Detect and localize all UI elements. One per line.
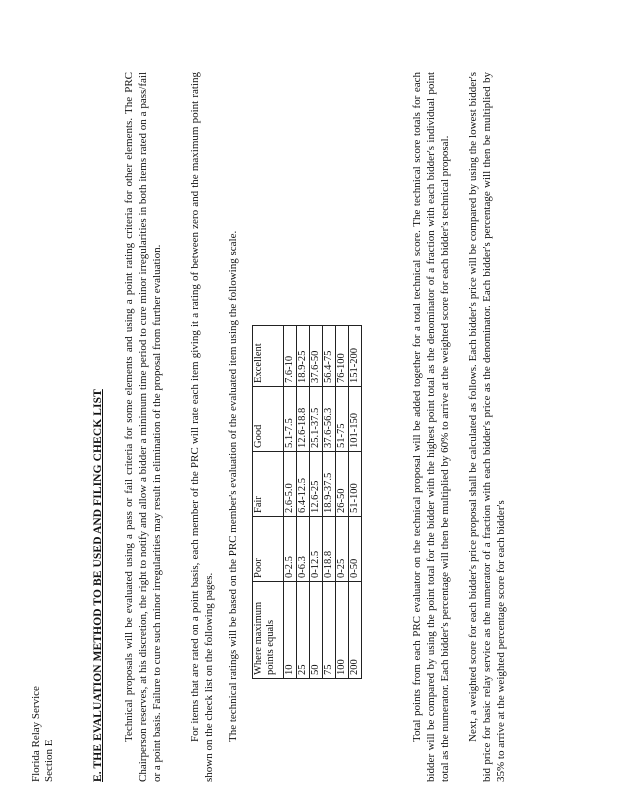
- column-header-poor: Poor: [253, 517, 284, 582]
- table-row: [297, 326, 310, 679]
- paragraph-point-basis: [188, 72, 216, 782]
- table-cell: 0-18.8: [323, 517, 336, 582]
- table-header-row: [253, 326, 284, 679]
- table-cell: 51-75: [336, 387, 349, 452]
- table-cell: 0-2.5: [284, 517, 297, 582]
- table-cell: 25: [297, 582, 310, 679]
- paragraph-text: Total points from each PRC evaluator on the technical proposal will be added together for a total technical score. The technical score totals for each bidder will be compared by using the point total for the bidder with the highest point total as the denominator of a fraction with each bidder's individual point total as the numerator. Each bidder's percentage will then be multiplied by 60% to arrive at the weighted score for each bidder's technical proposal.: [411, 72, 451, 782]
- table-cell: 76-100: [336, 326, 349, 387]
- table-cell: 50: [310, 582, 323, 679]
- header-service-name: Florida Relay Service: [30, 686, 42, 782]
- table-cell: 0-12.5: [310, 517, 323, 582]
- paragraph-text: Technical proposals will be evaluated using a pass or fail criteria for some elements and using a point rating criteria for other elements. The PRC Chairperson reserves, at his discretion, the right to notify and allow a bidder a minimum time period to cure minor irregularities in both items rated on a pass/fail or a point basis. Failure to cure such minor irregularities may result in elimination of the proposal from further evaluation.: [123, 72, 163, 782]
- header-section-label: Section E: [43, 739, 55, 782]
- table-row: [336, 326, 349, 679]
- column-header-good: Good: [253, 387, 284, 452]
- table-row: [310, 326, 323, 679]
- table-cell: 25.1-37.5: [310, 387, 323, 452]
- table-row: [323, 326, 336, 679]
- table-cell: 151-200: [349, 326, 362, 387]
- column-header-fair: Fair: [253, 452, 284, 517]
- table-cell: 51-100: [349, 452, 362, 517]
- table-cell: 101-150: [349, 387, 362, 452]
- paragraph-text: Next, a weighted score for each bidder's price proposal shall be calculated as follows. Each bidder's price will be compared by using the lowest bidder's bid price for basic relay service as the numerator of a fraction with each bidder's price as the denominator. Each bidder's percentage will then be multiplied by 35% to arrive at the weighted percentage score for each bidder's: [467, 72, 507, 782]
- table-cell: 37.6-50: [310, 326, 323, 387]
- column-header-max-points: Where maximum points equals: [253, 582, 284, 679]
- section-title: E. THE EVALUATION METHOD TO BE USED AND FILING CHECK LIST: [92, 389, 104, 782]
- rating-scale-table: [252, 325, 362, 679]
- paragraph-rating-scale-intro: [226, 72, 240, 782]
- table-cell: 0-6.3: [297, 517, 310, 582]
- table-cell: 5.1-7.5: [284, 387, 297, 452]
- table-row: [284, 326, 297, 679]
- table-cell: 0-50: [349, 517, 362, 582]
- table-cell: 0-25: [336, 517, 349, 582]
- paragraph-evaluation-criteria: [122, 72, 164, 782]
- table-cell: 75: [323, 582, 336, 679]
- table-cell: 37.6-56.3: [323, 387, 336, 452]
- table-cell: 2.6-5.0: [284, 452, 297, 517]
- table-cell: 26-50: [336, 452, 349, 517]
- paragraph-text: The technical ratings will be based on the PRC member's evaluation of the evaluated item using the following scale.: [227, 230, 239, 742]
- table-cell: 100: [336, 582, 349, 679]
- table-cell: 12.6-25: [310, 452, 323, 517]
- table-cell: 7.6-10: [284, 326, 297, 387]
- table-cell: 18.9-25: [297, 326, 310, 387]
- table-cell: 12.6-18.8: [297, 387, 310, 452]
- document-header: [30, 686, 56, 782]
- column-header-excellent: Excellent: [253, 326, 284, 387]
- table-cell: 6.4-12.5: [297, 452, 310, 517]
- table-cell: 18.9-37.5: [323, 452, 336, 517]
- paragraph-technical-score: [410, 72, 452, 782]
- table-cell: 10: [284, 582, 297, 679]
- table-row: [349, 326, 362, 679]
- paragraph-price-score: [466, 72, 508, 782]
- table-cell: 200: [349, 582, 362, 679]
- table-cell: 56.4-75: [323, 326, 336, 387]
- paragraph-text: For items that are rated on a point basis, each member of the PRC will rate each item giving it a rating of between zero and the maximum point rating shown on the check list on the following pages.: [189, 72, 215, 782]
